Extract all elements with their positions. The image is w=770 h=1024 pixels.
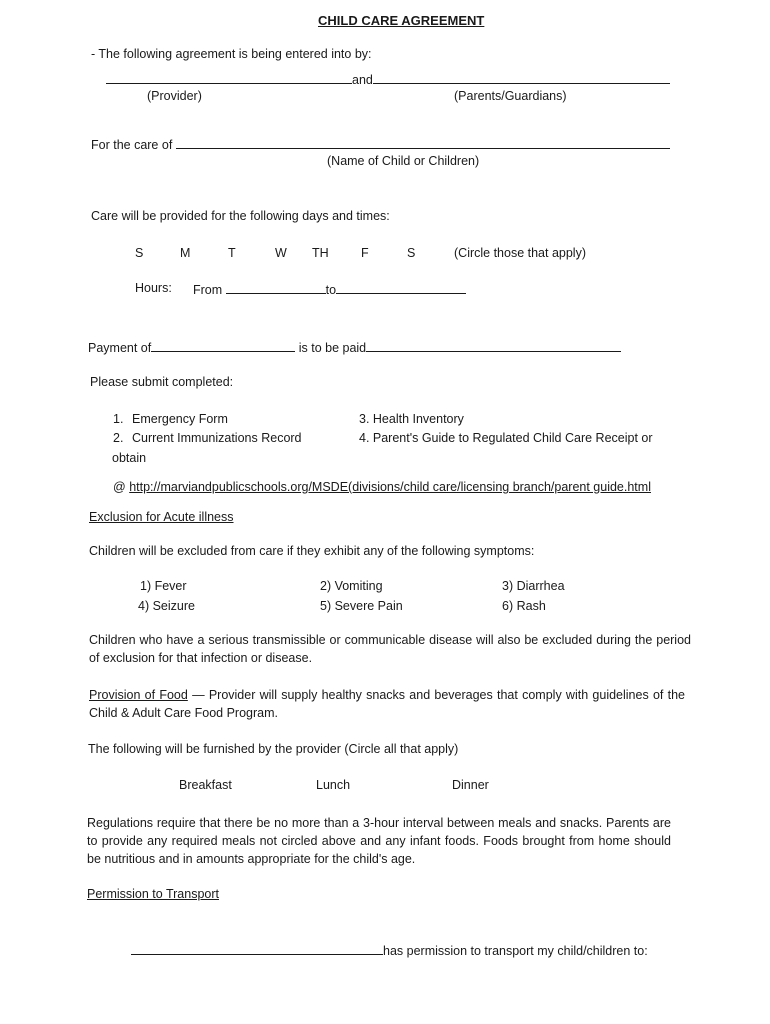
- from-time-field[interactable]: [226, 282, 326, 294]
- symptom-severe-pain: 5) Severe Pain: [320, 599, 403, 613]
- payment-line: [88, 340, 621, 355]
- symptom-vomiting: 2) Vomiting: [320, 579, 383, 593]
- and-text: and: [352, 73, 373, 87]
- submit-item-2: Current Immunizations Record: [132, 431, 302, 445]
- day-thursday[interactable]: TH: [312, 246, 329, 260]
- care-of-line: [91, 137, 670, 152]
- symptom-fever: 1) Fever: [140, 579, 187, 593]
- parent-guide-link[interactable]: http://marviandpublicschools.org/MSDE(divisions/child care/licensing branch/parent guide.html: [129, 480, 651, 494]
- meal-dinner[interactable]: Dinner: [452, 778, 489, 792]
- to-label: to: [325, 283, 337, 297]
- day-tuesday[interactable]: T: [228, 246, 236, 260]
- transport-heading: Permission to Transport: [87, 887, 219, 901]
- transport-text: has permission to transport my child/children to:: [383, 944, 648, 958]
- submit-item-2-cont: obtain: [112, 451, 147, 465]
- to-time-field[interactable]: [336, 282, 466, 294]
- submit-item-1: Emergency Form: [132, 412, 228, 426]
- meal-lunch[interactable]: Lunch: [316, 778, 351, 792]
- exclusion-paragraph: Children who have a serious transmissible or communicable disease will also be excluded during the period of exclusion for that infection or disease.: [89, 633, 691, 665]
- food-text: — Provider will supply healthy snacks and beverages that comply with guidelines of the Child & Adult Care Food Program.: [89, 688, 685, 720]
- day-monday[interactable]: M: [180, 246, 191, 260]
- from-label: From: [193, 283, 223, 297]
- document-title: CHILD CARE AGREEMENT: [318, 13, 485, 28]
- hours-label: Hours:: [135, 281, 172, 295]
- transport-line: [131, 943, 648, 958]
- care-of-label: For the care of: [91, 138, 173, 152]
- payment-mid-text: is to be paid: [298, 341, 367, 355]
- schedule-intro: Care will be provided for the following days and times:: [91, 209, 390, 223]
- submit-item-2-num: 2.: [113, 431, 124, 445]
- parents-name-field[interactable]: [373, 72, 670, 84]
- url-line: [113, 481, 651, 494]
- exclusion-heading: Exclusion for Acute illness: [89, 510, 234, 524]
- exclusion-intro: Children will be excluded from care if they exhibit any of the following symptoms:: [89, 544, 535, 558]
- transport-person-field[interactable]: [131, 943, 383, 955]
- submit-item-4: 4. Parent's Guide to Regulated Child Care Receipt or: [359, 431, 653, 445]
- day-saturday[interactable]: S: [407, 246, 416, 260]
- submit-item-1-num: 1.: [113, 412, 124, 426]
- symptom-diarrhea: 3) Diarrhea: [502, 579, 565, 593]
- furnished-text: The following will be furnished by the provider (Circle all that apply): [88, 742, 459, 756]
- payment-label: Payment of: [88, 341, 152, 355]
- payment-schedule-field[interactable]: [366, 340, 621, 352]
- circle-note: (Circle those that apply): [454, 246, 587, 260]
- parties-line: [106, 72, 670, 87]
- payment-amount-field[interactable]: [151, 340, 295, 352]
- at-symbol: @: [113, 480, 126, 494]
- symptom-rash: 6) Rash: [502, 599, 546, 613]
- provider-name-field[interactable]: [106, 72, 352, 84]
- hours-line: [193, 282, 466, 297]
- provider-label: (Provider): [147, 89, 202, 103]
- submit-intro: Please submit completed:: [90, 375, 234, 389]
- child-name-field[interactable]: [176, 137, 670, 149]
- day-wednesday[interactable]: W: [275, 246, 287, 260]
- meal-breakfast[interactable]: Breakfast: [179, 778, 232, 792]
- parents-label: (Parents/Guardians): [454, 89, 567, 103]
- symptom-seizure: 4) Seizure: [138, 599, 195, 613]
- intro-text: - The following agreement is being entered into by:: [91, 47, 372, 61]
- day-sunday[interactable]: S: [135, 246, 144, 260]
- child-name-label: (Name of Child or Children): [327, 154, 480, 168]
- food-paragraph: [89, 686, 685, 722]
- food-heading: Provision of Food: [89, 688, 188, 702]
- day-friday[interactable]: F: [361, 246, 369, 260]
- submit-item-3: 3. Health Inventory: [359, 412, 464, 426]
- regulations-paragraph: Regulations require that there be no more than a 3-hour interval between meals and snacks. Parents are to provide any required meals not circled above and any infant foods. Foods brought from home should be nutritious and in amounts appropriate for the child's age.: [87, 816, 671, 866]
